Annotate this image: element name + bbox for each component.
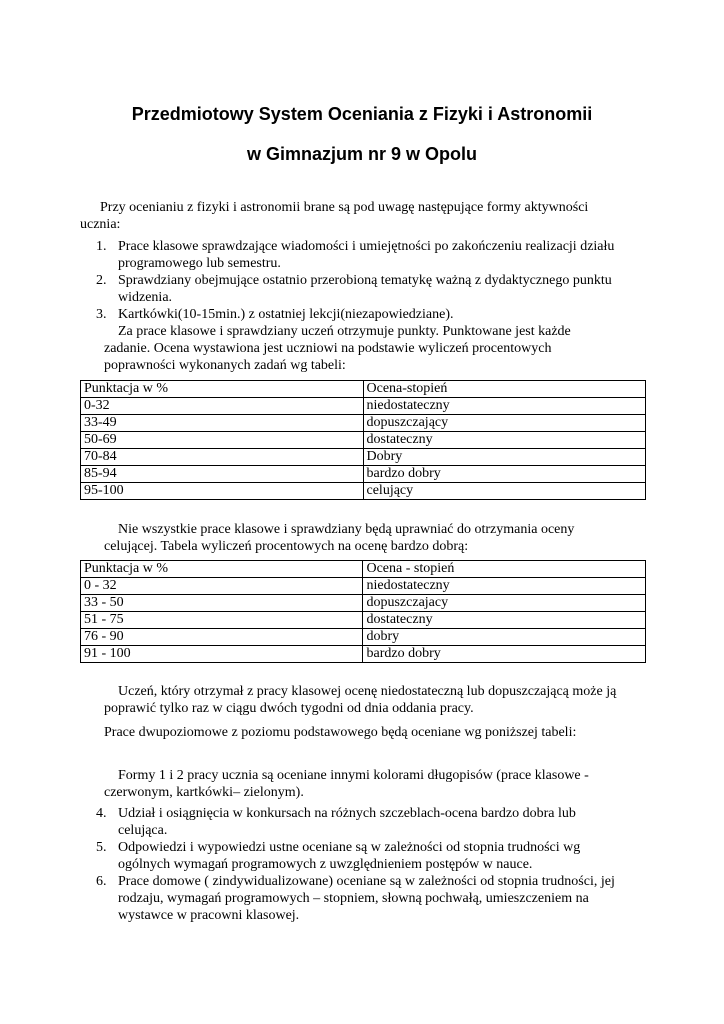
list-item-number: 3.: [96, 307, 107, 322]
table-cell: dopuszczajacy: [363, 595, 646, 612]
table-row: [81, 432, 646, 449]
notall-paragraph-line2: celującej. Tabela wyliczeń procentowych na ocenę bardzo dobrą:: [104, 539, 469, 554]
table-cell: bardzo dobry: [363, 646, 646, 663]
table-header-cell: Ocena-stopień: [363, 381, 646, 398]
list-item-text: Prace klasowe sprawdzające wiadomości i umiejętności po zakończeniu realizacji działu: [118, 239, 615, 254]
table-row: [81, 612, 646, 629]
table-header-cell: Punktacja w %: [81, 561, 363, 578]
table-cell: dobry: [363, 629, 646, 646]
forms-paragraph-line1: Formy 1 i 2 pracy ucznia są oceniane innymi kolorami długopisów (prace klasowe -: [118, 768, 589, 783]
table-cell: dostateczny: [363, 432, 646, 449]
list-item-number: 1.: [96, 239, 107, 254]
points-paragraph-line1: Za prace klasowe i sprawdziany uczeń otrzymuje punkty. Punktowane jest każde: [118, 324, 571, 339]
table-header-row: [81, 561, 646, 578]
table-cell: 91 - 100: [81, 646, 363, 663]
table-row: [81, 483, 646, 500]
points-paragraph-line3: poprawności wykonanych zadań wg tabeli:: [104, 358, 346, 373]
list-item-text: widzenia.: [118, 290, 173, 305]
points-paragraph-line2: zadanie. Ocena wystawiona jest uczniowi na podstawie wyliczeń procentowych: [104, 341, 552, 356]
table-cell: 50-69: [81, 432, 364, 449]
forms-paragraph-line2: czerwonym, kartkówki– zielonym).: [104, 785, 304, 800]
list-item-text: Kartkówki(10-15min.) z ostatniej lekcji(niezapowiedziane).: [118, 307, 454, 322]
table-cell: 33 - 50: [81, 595, 363, 612]
table-cell: 51 - 75: [81, 612, 363, 629]
table-cell: 0-32: [81, 398, 364, 415]
table-row: [81, 449, 646, 466]
table-cell: niedostateczny: [363, 398, 646, 415]
grade-table-1: [80, 380, 646, 500]
table-header-cell: Punktacja w %: [81, 381, 364, 398]
table-cell: 76 - 90: [81, 629, 363, 646]
twolevel-paragraph: Prace dwupoziomowe z poziomu podstawowego będą oceniane wg poniższej tabeli:: [104, 725, 577, 740]
document-title-line2: w Gimnazjum nr 9 w Opolu: [246, 144, 478, 164]
list-item-number: 5.: [96, 840, 107, 855]
list-item-text: wystawce w pracowni klasowej.: [118, 908, 300, 923]
improve-paragraph-line2: poprawić tylko raz w ciągu dwóch tygodni od dnia oddania pracy.: [104, 701, 474, 716]
list-item-text: programowego lub semestru.: [118, 256, 281, 271]
table-cell: Dobry: [363, 449, 646, 466]
list-item-number: 2.: [96, 273, 107, 288]
table-cell: celujący: [363, 483, 646, 500]
list-item-text: Prace domowe ( zindywidualizowane) oceniane są w zależności od stopnia trudności, jej: [118, 874, 615, 889]
list-item-text: celująca.: [118, 823, 168, 838]
intro-line2: ucznia:: [80, 217, 121, 232]
table-cell: dopuszczający: [363, 415, 646, 432]
notall-paragraph-line1: Nie wszystkie prace klasowe i sprawdziany będą uprawniać do otrzymania oceny: [118, 522, 575, 537]
table-row: [81, 415, 646, 432]
table-cell: dostateczny: [363, 612, 646, 629]
list-item-text: ogólnych wymagań programowych z uwzględnieniem postępów w nauce.: [118, 857, 533, 872]
table-cell: niedostateczny: [363, 578, 646, 595]
table-cell: 95-100: [81, 483, 364, 500]
list-item-number: 4.: [96, 806, 107, 821]
table-header-row: [81, 381, 646, 398]
table-cell: 70-84: [81, 449, 364, 466]
list-item-text: Odpowiedzi i wypowiedzi ustne oceniane są w zależności od stopnia trudności wg: [118, 840, 581, 855]
grade-table-2: [80, 560, 646, 663]
table-row: [81, 629, 646, 646]
table-cell: 33-49: [81, 415, 364, 432]
table-row: [81, 646, 646, 663]
document-title-line1: Przedmiotowy System Oceniania z Fizyki i Astronomii: [131, 104, 593, 124]
table-cell: 0 - 32: [81, 578, 363, 595]
list-item-number: 6.: [96, 874, 107, 889]
table-row: [81, 466, 646, 483]
table-cell: bardzo dobry: [363, 466, 646, 483]
table-cell: 85-94: [81, 466, 364, 483]
table-row: [81, 595, 646, 612]
intro-line1: Przy ocenianiu z fizyki i astronomii brane są pod uwagę następujące formy aktywności: [100, 200, 589, 215]
table-row: [81, 398, 646, 415]
table-row: [81, 578, 646, 595]
table-header-cell: Ocena - stopień: [363, 561, 646, 578]
list-item-text: rodzaju, wymagań programowych – stopniem, słowną pochwałą, umieszczeniem na: [118, 891, 589, 906]
list-item-text: Udział i osiągnięcia w konkursach na różnych szczeblach-ocena bardzo dobra lub: [118, 806, 576, 821]
improve-paragraph-line1: Uczeń, który otrzymał z pracy klasowej ocenę niedostateczną lub dopuszczającą może ją: [118, 684, 617, 699]
list-item-text: Sprawdziany obejmujące ostatnio przerobioną tematykę ważną z dydaktycznego punktu: [118, 273, 612, 288]
